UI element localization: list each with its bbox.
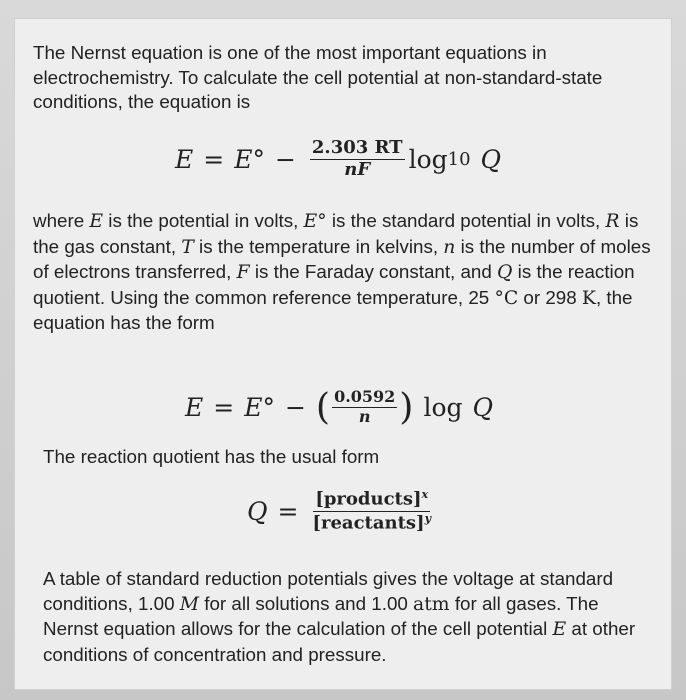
nernst-equation-298k — [185, 385, 494, 429]
eq1-log: log — [408, 144, 448, 174]
unit-molar: M — [179, 593, 200, 615]
var-t: T — [181, 236, 194, 258]
eq1-minus: − — [274, 144, 296, 174]
eq2-minus: − — [284, 392, 306, 422]
var-r: R — [605, 211, 620, 232]
eq1-q: Q — [480, 144, 502, 174]
var-n: n — [443, 236, 456, 258]
std-text-4: at other conditions of concentration and pressure. — [43, 618, 636, 665]
eq1-denominator: nF — [344, 158, 371, 180]
std-text-3: for all gases. The Nernst equation allows for the calculation of the cell potential — [43, 592, 599, 639]
std-text-1: A table of standard reduction potentials gives the voltage at standard conditions, 1.00 — [43, 568, 614, 614]
eq1-numerator: 2.303 RT — [311, 137, 403, 158]
var-e0: E° — [303, 211, 327, 232]
eq3-equals: = — [277, 496, 299, 526]
eq2-numerator: 0.0592 — [334, 387, 396, 406]
eq3-fraction — [312, 489, 431, 533]
unit-kelvin: K — [581, 287, 596, 309]
content-panel — [14, 18, 672, 690]
eq1-e0: E° — [234, 144, 265, 174]
var-e-cell: E — [552, 619, 567, 640]
eq2-e0: E° — [244, 392, 275, 422]
var-f: F — [236, 262, 250, 283]
eq3-lhs: Q — [247, 496, 268, 526]
eq1-log-base: 10 — [447, 148, 471, 170]
unit-atm: atm — [413, 593, 450, 615]
reaction-quotient-equation — [247, 489, 435, 533]
unit-celsius: °C — [494, 287, 519, 309]
quotient-intro-paragraph — [43, 445, 663, 470]
eq2-right-paren: ) — [399, 385, 414, 429]
defs-text-4: is the gas constant, — [33, 210, 639, 257]
eq3-exponent-x: x — [421, 488, 429, 501]
defs-text-3: is the standard potential in volts, — [326, 210, 606, 231]
defs-text-1: where — [33, 210, 90, 231]
eq2-left-paren: ( — [315, 385, 331, 429]
definitions-paragraph — [33, 209, 653, 336]
defs-text-8: is the reaction quotient. Using the common reference temperature, 25 — [33, 261, 635, 308]
intro-paragraph — [33, 41, 653, 115]
eq1-fraction — [310, 139, 405, 180]
defs-text-5: is the temperature in kelvins, — [193, 235, 444, 257]
quotient-intro-text: The reaction quotient has the usual form — [43, 446, 380, 467]
eq1-lhs: E — [175, 144, 194, 174]
nernst-equation-general — [175, 139, 501, 180]
eq1-equals: = — [203, 144, 225, 174]
eq2-lhs: E — [185, 392, 204, 422]
eq3-exponent-y: y — [424, 511, 432, 525]
eq2-denominator: n — [358, 406, 371, 426]
std-text-2: for all solutions and 1.00 — [199, 592, 414, 614]
standard-conditions-paragraph — [43, 567, 658, 667]
eq2-equals: = — [213, 392, 235, 422]
defs-text-2: is the potential in volts, — [103, 210, 304, 231]
eq3-denominator — [312, 512, 431, 534]
intro-text: The Nernst equation is one of the most important equations in electrochemistry. To calculate the cell potential at non-standard-state conditions, the equation is — [33, 42, 603, 112]
var-q: Q — [497, 262, 513, 283]
eq2-q: Q — [472, 392, 494, 422]
var-e: E — [89, 211, 104, 232]
eq3-products: [products] — [315, 488, 422, 510]
defs-text-10: , the equation has the form — [33, 286, 633, 333]
defs-text-7: is the Faraday constant, and — [249, 261, 498, 282]
eq2-log: log — [423, 392, 463, 422]
eq3-numerator — [313, 489, 430, 512]
eq3-reactants: [reactants] — [312, 512, 425, 534]
defs-text-9: or 298 — [518, 286, 582, 308]
defs-text-6: is the number of moles of electrons transferred, — [33, 235, 651, 282]
eq2-fraction — [332, 389, 397, 426]
